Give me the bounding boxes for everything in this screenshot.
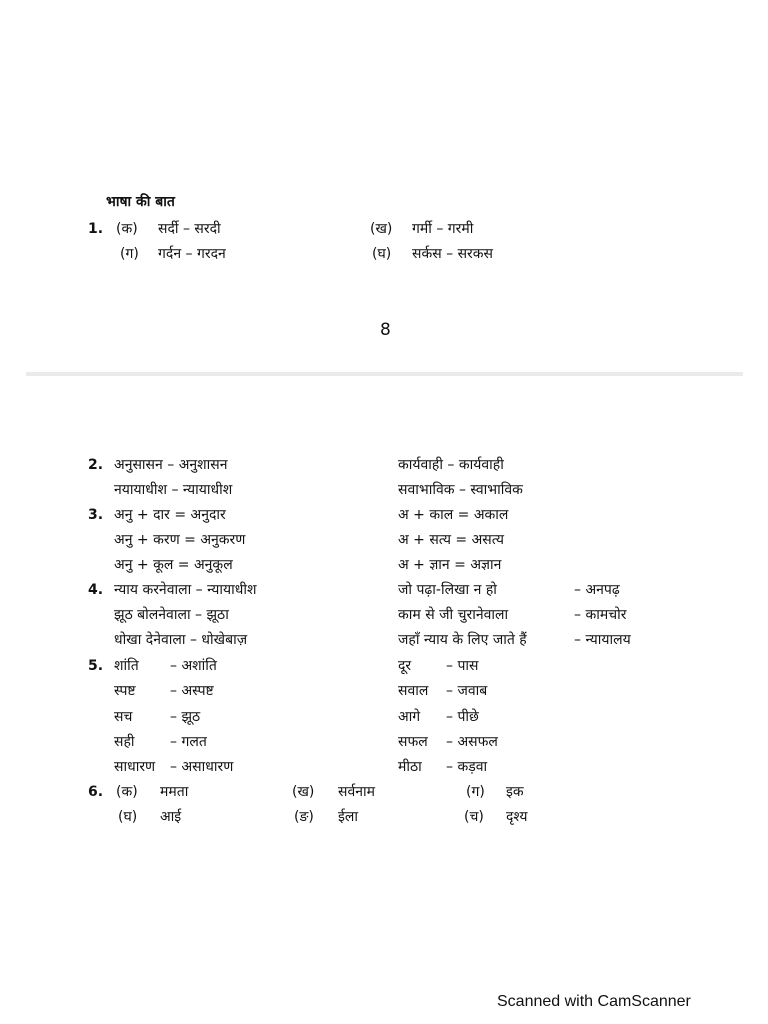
word: मीठा — [398, 759, 422, 775]
question-number: 6. — [88, 784, 104, 800]
answer-text: काम से जी चुरानेवाला — [398, 607, 509, 623]
antonym: – असफल — [446, 734, 498, 750]
answer-text: जहाँ न्याय के लिए जाते हैं — [398, 632, 527, 648]
option-label: (ख) — [370, 221, 393, 237]
answer-text: – कामचोर — [574, 607, 627, 623]
option-label: (घ) — [118, 809, 138, 825]
answer-text: अनु + करण = अनुकरण — [114, 532, 246, 548]
answer-text: – अनपढ़ — [574, 582, 620, 598]
scanner-watermark: Scanned with CamScanner — [497, 993, 691, 1010]
option-label: (घ) — [372, 246, 392, 262]
word: शांति — [114, 658, 139, 674]
answer-text: गर्मी – गरमी — [412, 221, 474, 237]
word: सच — [114, 709, 133, 725]
option-label: (ग) — [466, 784, 485, 800]
question-number: 1. — [88, 221, 104, 237]
answer-text: सवाभाविक – स्वाभाविक — [398, 482, 523, 498]
option-label: (ख) — [292, 784, 315, 800]
answer-text: अनु + दार = अनुदार — [114, 507, 226, 523]
answer-text: जो पढ़ा-लिखा न हो — [398, 582, 497, 598]
antonym: – अस्पष्ट — [170, 683, 214, 699]
answer-text: ईला — [338, 809, 358, 825]
answer-text: अ + सत्य = असत्य — [398, 532, 504, 548]
page-divider — [26, 372, 743, 376]
antonym: – अशांति — [170, 658, 217, 674]
answer-text: झूठ बोलनेवाला – झूठा — [114, 607, 229, 623]
answer-text: अनु + कूल = अनुकूल — [114, 557, 233, 573]
option-label: (ङ) — [294, 809, 314, 825]
answer-text: न्याय करनेवाला – न्यायाधीश — [114, 582, 257, 598]
answer-text: – न्यायालय — [574, 632, 631, 648]
answer-text: अ + काल = अकाल — [398, 507, 509, 523]
answer-text: आई — [160, 809, 182, 825]
answer-text: सर्दी – सरदी — [158, 221, 221, 237]
antonym: – जवाब — [446, 683, 488, 699]
question-number: 5. — [88, 658, 104, 674]
answer-text: गर्दन – गरदन — [158, 246, 226, 262]
answer-text: नयायाधीश – न्यायाधीश — [114, 482, 233, 498]
question-number: 3. — [88, 507, 104, 523]
option-label: (क) — [116, 784, 138, 800]
answer-text: अनुसासन – अनुशासन — [114, 457, 228, 473]
antonym: – असाधारण — [170, 759, 234, 775]
word: स्पष्ट — [114, 683, 136, 699]
word: सफल — [398, 734, 428, 750]
answer-text: दृश्य — [506, 809, 528, 825]
answer-text: ममता — [160, 784, 189, 800]
antonym: – गलत — [170, 734, 207, 750]
antonym: – झूठ — [170, 709, 201, 725]
word: आगे — [398, 709, 421, 725]
question-number: 4. — [88, 582, 104, 598]
option-label: (च) — [464, 809, 484, 825]
word: सवाल — [398, 683, 429, 699]
answer-text: अ + ज्ञान = अज्ञान — [398, 557, 502, 573]
antonym: – पीछे — [446, 709, 479, 725]
answer-text: कार्यवाही – कार्यवाही — [398, 457, 504, 473]
option-label: (ग) — [120, 246, 139, 262]
answer-text: धोखा देनेवाला – धोखेबाज़ — [114, 632, 248, 648]
question-number: 2. — [88, 457, 104, 473]
answer-text: इक — [506, 784, 524, 800]
word: साधारण — [114, 759, 156, 775]
answer-text: सर्वनाम — [338, 784, 376, 800]
page-number: 8 — [380, 320, 391, 340]
antonym: – कड़वा — [446, 759, 488, 775]
answer-text: सर्कस – सरकस — [412, 246, 493, 262]
antonym: – पास — [446, 658, 479, 674]
option-label: (क) — [116, 221, 138, 237]
word: दूर — [398, 658, 412, 674]
section-heading: भाषा की बात — [106, 194, 175, 210]
word: सही — [114, 734, 135, 750]
